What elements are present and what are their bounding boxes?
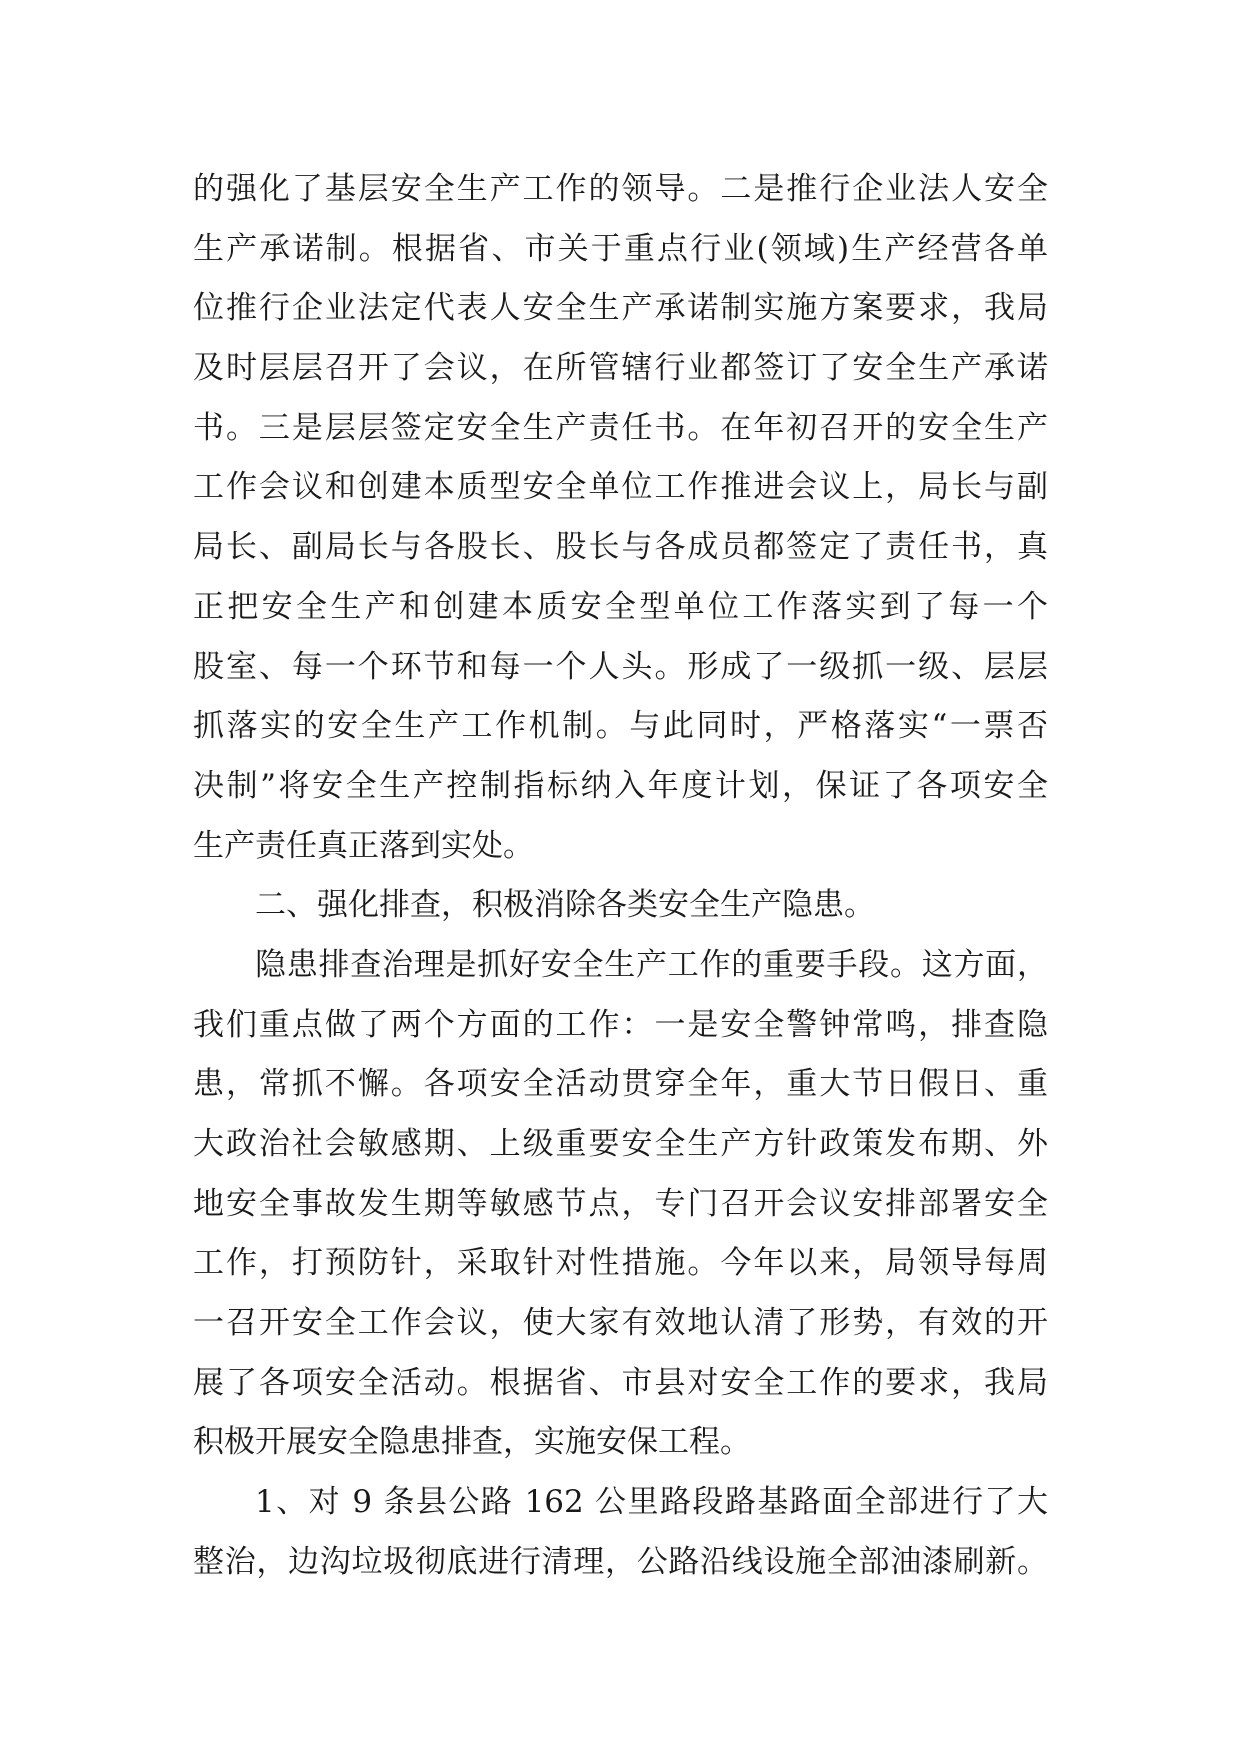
text-line: 抓落实的安全生产工作机制。与此同时，严格落实“一票否 — [193, 708, 1048, 745]
text-line: 工作，打预防针，采取针对性措施。今年以来，局领导每周 — [193, 1245, 1048, 1282]
paragraph-responsibility — [193, 160, 1048, 876]
text-line: 书。三是层层签定安全生产责任书。在年初召开的安全生产 — [193, 409, 1048, 446]
text-line: 我们重点做了两个方面的工作：一是安全警钟常鸣，排查隐 — [193, 1006, 1048, 1043]
text-line: 局长、副局长与各股长、股长与各成员都签定了责任书，真 — [193, 529, 1048, 566]
text-line: 生产承诺制。根据省、市关于重点行业(领域)生产经营各单 — [193, 230, 1048, 267]
text-line: 一召开安全工作会议，使大家有效地认清了形势，有效的开 — [193, 1305, 1048, 1342]
text-line: 积极开展安全隐患排查，实施安保工程。 — [193, 1424, 751, 1461]
text-line: 大政治社会敏感期、上级重要安全生产方针政策发布期、外 — [193, 1126, 1048, 1162]
text-line: 及时层层召开了会议，在所管辖行业都签订了安全生产承诺 — [193, 350, 1048, 387]
text-line: 决制”将安全生产控制指标纳入年度计划，保证了各项安全 — [193, 767, 1048, 804]
text-line: 工作会议和创建本质型安全单位工作推进会议上，局长与副 — [193, 469, 1048, 506]
text-line: 股室、每一个环节和每一个人头。形成了一级抓一级、层层 — [193, 648, 1048, 685]
paragraph-hazard-investigation — [193, 936, 1048, 1473]
document-body — [193, 160, 1048, 1593]
text-line: 的强化了基层安全生产工作的领导。二是推行企业法人安全 — [193, 171, 1048, 207]
text-line: 地安全事故发生期等敏感节点，专门召开会议安排部署安全 — [193, 1185, 1048, 1222]
paragraph-road-repair — [193, 1473, 1048, 1592]
section-heading-text: 二、强化排查，积极消除各类安全生产隐患。 — [255, 887, 875, 924]
section-heading — [193, 876, 1048, 936]
text-line: 位推行企业法定代表人安全生产承诺制实施方案要求，我局 — [193, 290, 1048, 327]
text-line: 展了各项安全活动。根据省、市县对安全工作的要求，我局 — [193, 1364, 1048, 1401]
text-line: 患，常抓不懈。各项安全活动贯穿全年，重大节日假日、重 — [193, 1066, 1048, 1103]
text-line: 生产责任真正落到实处。 — [193, 827, 534, 864]
text-line: 隐患排查治理是抓好安全生产工作的重要手段。这方面， — [255, 946, 1048, 983]
text-line: 1、对 9 条县公路 162 公里路段路基路面全部进行了大 — [255, 1484, 1048, 1521]
text-line: 正把安全生产和创建本质安全型单位工作落实到了每一个 — [193, 588, 1048, 625]
text-line: 整治，边沟垃圾彻底进行清理，公路沿线设施全部油漆刷新。 — [193, 1543, 1048, 1580]
